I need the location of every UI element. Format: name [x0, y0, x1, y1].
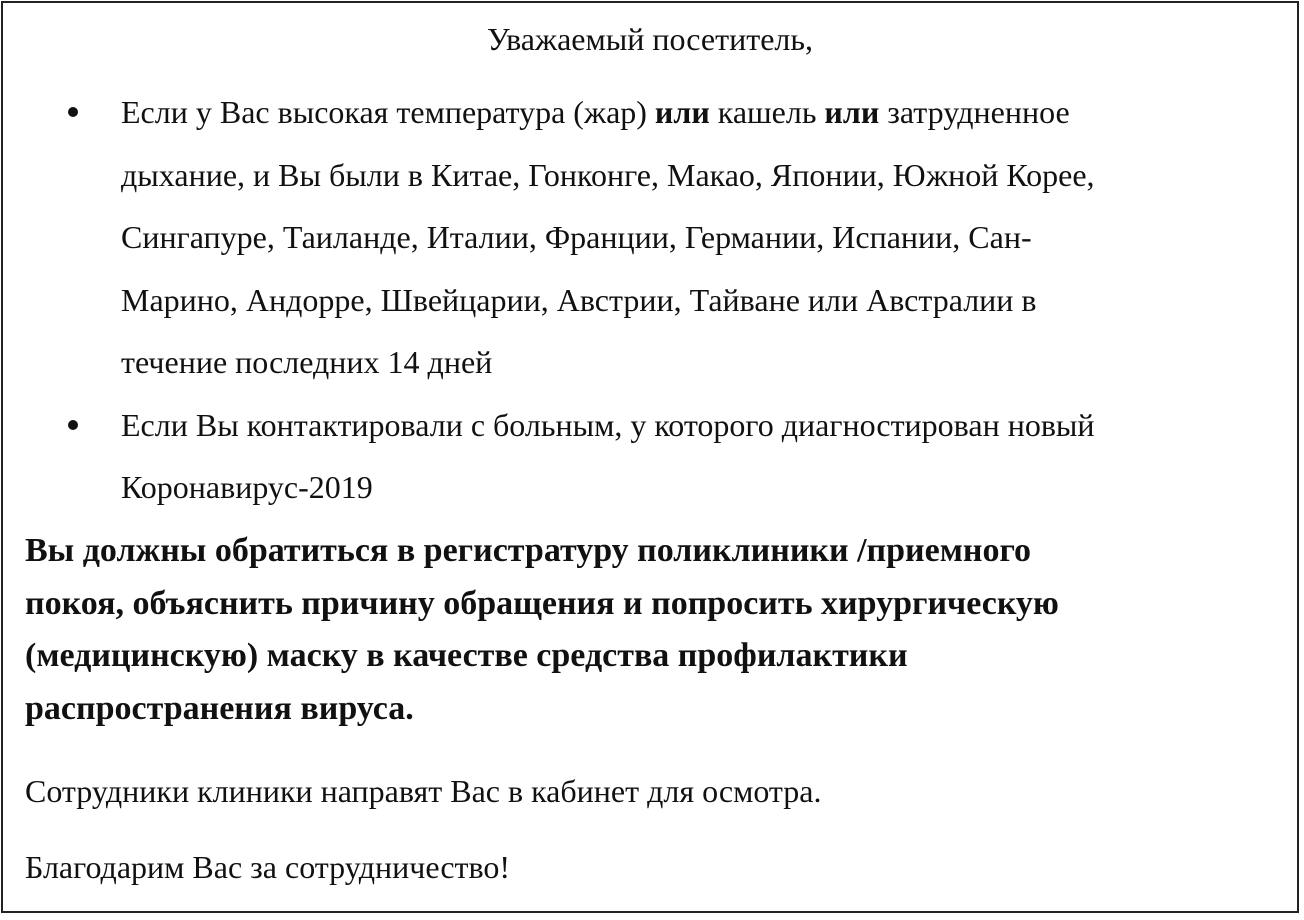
- text-line: Коронавирус-2019: [121, 469, 373, 505]
- list-item-text: [121, 394, 1304, 519]
- text-segment: затрудненное: [879, 94, 1070, 130]
- text-line: Сингапуре, Таиланде, Италии, Франции, Германии, Испании, Сан-: [121, 219, 1032, 255]
- notice-frame: [1, 1, 1299, 913]
- greeting: Уважаемый посетитель,: [487, 21, 813, 57]
- text-line: распространения вируса.: [25, 689, 414, 727]
- text-line: Если Вы контактировали с больным, у которого диагностирован новый: [121, 406, 1095, 443]
- text-line: [121, 81, 1304, 144]
- text-segment: кашель: [709, 94, 825, 130]
- text-line: (медицинскую) маску в качестве средства профилактики: [25, 637, 908, 674]
- text-line: течение последних 14 дней: [121, 344, 493, 380]
- instruction-text: [25, 525, 1285, 735]
- list-item: [3, 81, 1304, 394]
- text-segment: Если у Вас высокая температура (жар): [121, 94, 655, 130]
- list-item: [3, 394, 1304, 519]
- conditions-list: [3, 81, 1304, 519]
- thanks-note: Благодарим Вас за сотрудничество!: [25, 849, 511, 885]
- text-line: Вы должны обратиться в регистратуру поликлиники /приемного: [25, 532, 1032, 569]
- text-line: покоя, объяснить причину обращения и попросить хирургическую: [25, 584, 1059, 622]
- bullet-icon: [68, 420, 78, 430]
- list-item-text: [121, 81, 1304, 394]
- emphasis-or: или: [654, 94, 710, 130]
- staff-note: Сотрудники клиники направят Вас в кабинет для осмотра.: [25, 773, 822, 809]
- emphasis-or: или: [824, 94, 880, 130]
- text-line: Марино, Андорре, Швейцарии, Австрии, Тайване или Австралии в: [121, 281, 1037, 318]
- bullet-icon: [68, 107, 78, 117]
- text-line: дыхание, и Вы были в Китае, Гонконге, Макао, Японии, Южной Корее,: [121, 156, 1095, 193]
